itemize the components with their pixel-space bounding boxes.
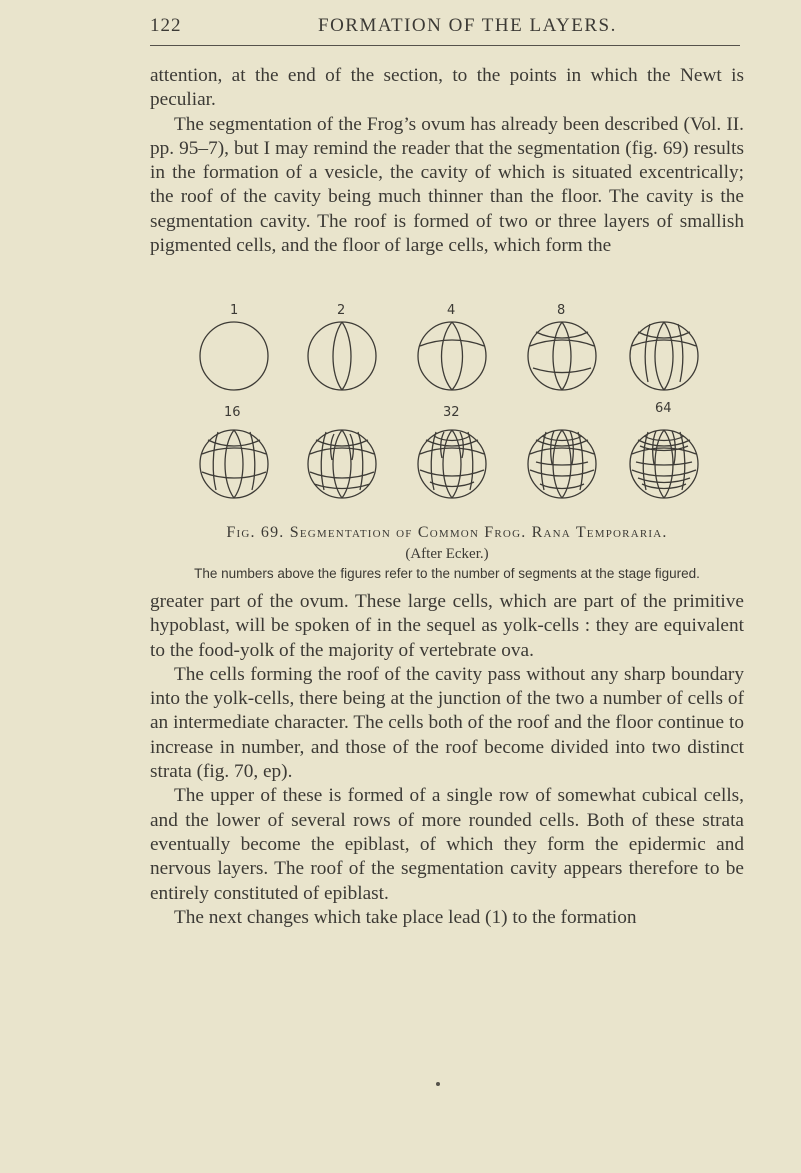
stage-32-ovum-view-2: [418, 430, 486, 498]
figure-note: The numbers above the figures refer to the number of segments at the stage figured.: [194, 566, 700, 581]
figure-credit: (After Ecker.): [405, 546, 489, 562]
stage-label-8: 8: [557, 303, 566, 318]
stage-label-4: 4: [447, 303, 456, 318]
paragraph: The segmentation of the Frog’s ovum has already been described (Vol. II. pp. 95–7), but I may remind the reader that the segmentation (fig. 69) results in the formation of a vesicle, the cavity of which is situated excentrically; the roof of the cavity being much thinner than the floor. The cavity is the segmentation cavity. The roof is formed of two or three layers of smallish pigmented cells, and the floor of large cells, which form the: [150, 113, 744, 257]
stage-label-64: 64: [655, 401, 672, 416]
text-block-top: [150, 64, 744, 258]
paragraph: The next changes which take place lead (1) to the formation: [174, 906, 637, 928]
stage-8-ovum: [528, 322, 596, 390]
paragraph: The upper of these is formed of a single row of somewhat cubical cells, and the lower of several rows of more rounded cells. Both of these strata eventually become the epiblast, of which they form the epidermic and nervous layers. The roof of the segmentation cavity appears therefore to be entirely constituted of epiblast.: [150, 785, 744, 904]
stage-2-ovum: [308, 322, 376, 390]
paragraph: greater part of the ovum. These large cells, which are part of the primitive hypoblast, will be spoken of in the sequel as yolk-cells : they are equivalent to the food-yolk of the majority of vertebrate ova.: [150, 591, 744, 661]
paragraph: The cells forming the roof of the cavity pass without any sharp boundary into the yolk-cells, there being at the junction of the two a number of cells of an intermediate character. The cells both of the roof and the floor continue to increase in number, and those of the roof become divided into two distinct strata (fig. 70, ep).: [150, 663, 744, 783]
text-block-bottom: [150, 590, 744, 930]
stage-label-2: 2: [337, 303, 346, 318]
figure-caption: [150, 524, 744, 542]
page-header: [150, 15, 740, 46]
stage-4-ovum: [418, 322, 486, 390]
stage-32-ovum: [308, 430, 376, 498]
print-mark: [436, 1082, 440, 1086]
stage-label-32: 32: [443, 405, 460, 420]
figure-number: Fig. 69.: [226, 524, 285, 541]
stage-label-1: 1: [230, 303, 239, 318]
paragraph: attention, at the end of the section, to the points in which the Newt is peculiar.: [150, 65, 744, 111]
page-number: 122: [150, 15, 182, 36]
figure-69: [190, 294, 720, 512]
stage-8-ovum-view-2: [630, 322, 698, 390]
stage-64-ovum-view-1: [528, 430, 596, 498]
stage-64-ovum: [630, 430, 698, 498]
stage-label-16: 16: [224, 405, 241, 420]
segmentation-stages-illustration: [190, 294, 720, 512]
stage-1-ovum: [200, 322, 268, 390]
figure-title: Segmentation of Common Frog. Rana Temporaria.: [289, 524, 668, 541]
stage-16-ovum: [200, 430, 268, 498]
running-head: FORMATION OF THE LAYERS.: [318, 15, 617, 36]
